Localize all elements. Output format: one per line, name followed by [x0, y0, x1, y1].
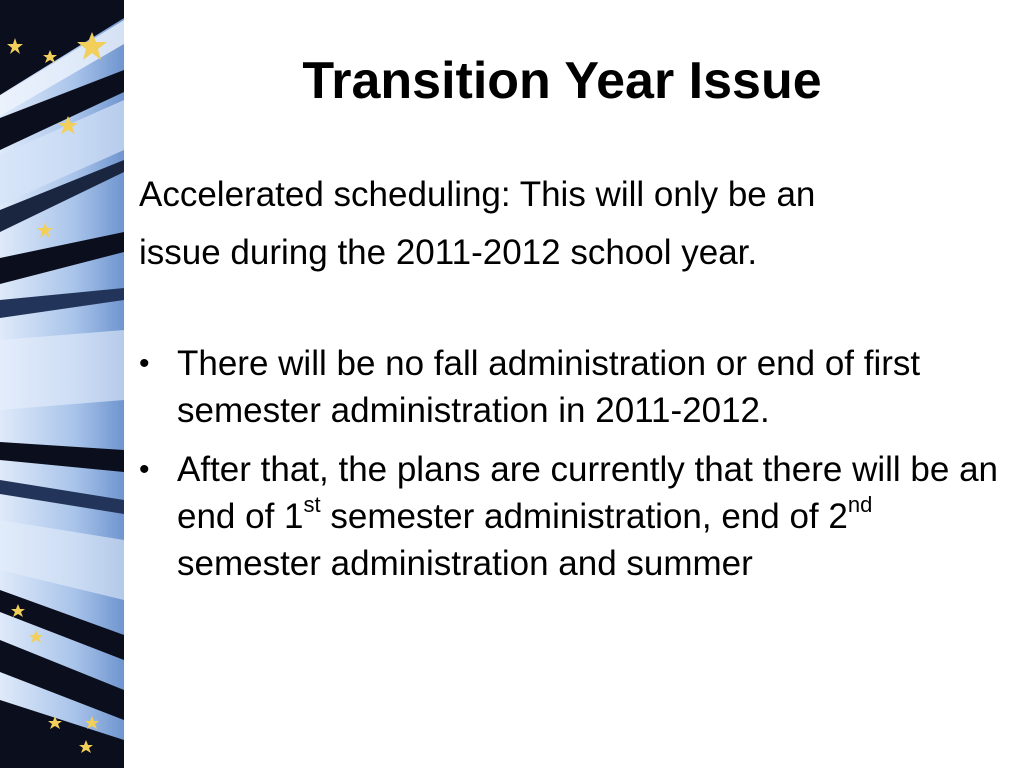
starburst-side-band	[0, 0, 124, 768]
intro-line-2: issue during the 2011-2012 school year.	[139, 233, 758, 272]
bullet-list	[139, 340, 999, 599]
bullet-text-part: After that, the plans are currently that there will be an end of 1	[177, 450, 998, 536]
bullet-text-part: semester administration, end of 2	[320, 497, 848, 536]
light-ray	[0, 330, 124, 410]
bullet-icon: •	[139, 347, 150, 380]
intro-line-1: Accelerated scheduling: This will only be an	[139, 175, 816, 214]
bullet-icon: •	[139, 453, 150, 486]
ordinal-suffix: st	[303, 492, 321, 517]
starburst-graphic	[0, 0, 124, 768]
bullet-text: There will be no fall administration or end of first semester administration in 2011-2012.	[177, 344, 921, 430]
bullet-item	[139, 446, 999, 587]
ordinal-suffix: nd	[847, 492, 873, 517]
slide-title: Transition Year Issue	[302, 52, 822, 110]
bullet-text-part: semester administration and summer	[177, 544, 753, 583]
bullet-item	[139, 340, 999, 434]
intro-paragraph	[139, 166, 999, 282]
